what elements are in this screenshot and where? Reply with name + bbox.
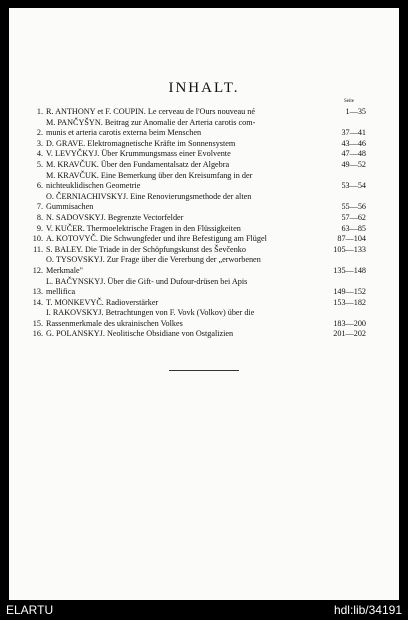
toc-entry-number: 14. [32,297,43,307]
toc-entry-title-line: Gummisachen [46,202,94,212]
toc-entry-title-line: R. ANTHONY et F. COUPIN. Le cerveau de l'Ours nouveau né [46,107,256,116]
toc-entry-number: 3. [36,138,43,148]
toc-entry-title-line: Rassenmerkmale des ukrainischen Volkes [46,318,183,328]
toc-entry [32,139,366,150]
toc-entry-number: 10. [32,234,43,244]
toc-entry-number: 5. [36,159,43,169]
toc-entry-pages: 105—133 [333,244,366,254]
toc-entry-title [46,192,328,213]
toc-entry-title-line: V. KUČER. Thermoelektrische Fragen in den Flüssigkeiten [46,223,241,233]
toc-entry-title-line: T. MONKEVYČ. Radioverstärker [46,297,159,307]
toc-entry [32,107,366,118]
toc-entry-title [46,160,328,171]
toc-entry-title-line: G. POLANSKYJ. Neolitische Obsidiane von Ostgalizien [46,329,234,339]
toc-entry-title-line: V. LEVYČKYJ. Über Krummungsmass einer Evolvente [46,149,231,159]
page-column-label: Seite [344,99,354,104]
toc-entry-pages: 57—62 [341,212,366,222]
toc-entry-title-line: D. GRAVE. Elektromagnetische Kräfte im Sonnensystem [46,138,236,148]
toc-entry-pages: 153—182 [333,297,366,307]
toc-entry-title [46,234,328,245]
toc-entry-title [46,118,328,139]
toc-entry-title-line: O. ČERNIACHIVSKYJ. Eine Renovierungsmethode der alten [46,191,252,201]
toc-entry-pages: 53—54 [341,181,366,191]
toc-entry-title-line: M. KRAVČUK. Über den Fundamentalsatz der Algebra [46,159,230,169]
toc-entry-title [46,171,328,192]
toc-entry [32,308,366,329]
toc-entry [32,298,366,309]
toc-entry-pages: 135—148 [333,265,366,275]
toc-entry-pages: 37—41 [341,128,366,138]
toc-entry-pages: 201—202 [333,329,366,339]
toc-entry [32,192,366,213]
toc-entry-title-line: O. TYSOVSKYJ. Zur Frage über die Vererbung der „erworbenen [46,255,261,265]
toc-entry-title-line: L. BAČYNSKYJ. Über die Gift- und Dufour-drüsen bei Apis [46,276,248,286]
toc-entry-number: 2. [36,128,43,138]
toc-entry-number: 4. [36,149,43,159]
toc-entry-number: 8. [36,212,43,222]
toc-entry-pages: 43—46 [341,138,366,148]
toc-entry-title-line: munis et arteria carotis externa beim Menschen [46,128,202,138]
toc-entry-title [46,298,328,309]
toc-entry-title [46,277,328,298]
toc-entry-number: 9. [36,223,43,233]
toc-entry-title [46,213,328,224]
toc-entry [32,245,366,256]
footer-bar [0,600,408,620]
toc-entry [32,118,366,139]
toc-entry-title-line: A. KOTOVYČ. Die Schwungfeder und ihre Befestigung am Flügel [46,234,267,244]
toc-entry-title-line: N. SADOVSKYJ. Begrenzte Vectorfelder [46,212,184,222]
toc-entry-number: 16. [32,329,43,339]
footer-source: ELARTU [6,603,54,617]
toc-entry [32,329,366,340]
toc-entry-title [46,107,328,118]
toc-entry-number: 15. [32,318,43,328]
toc-entry-title [46,245,328,256]
toc-entry [32,171,366,192]
toc-entry-number: 13. [32,287,43,297]
toc-entry-pages: 149—152 [333,287,366,297]
toc-entry-title-line: mellifica [46,287,76,297]
toc-entry-number: 7. [36,202,43,212]
toc-entry-title [46,329,328,340]
toc-entry-title [46,308,328,329]
toc-entry-title-line: Merkmale" [46,265,83,275]
document-page [9,8,399,600]
toc-entry-pages: 55—56 [341,202,366,212]
toc-entry-title [46,139,328,150]
toc-entry-number: 12. [32,265,43,275]
toc-entry-title-line: nichteuklidischen Geometrie [46,181,141,191]
toc-entry-title [46,255,328,276]
toc-entry-title-line: S. BALEY. Die Triade in der Schöpfungskunst des Ševčenko [46,244,246,254]
footer-handle: hdl:lib/34191 [333,603,402,617]
toc-entry [32,277,366,298]
toc-entry-pages: 63—85 [341,223,366,233]
toc-entry-pages: 1—35 [345,107,366,116]
toc-entry-number: 1. [36,107,43,116]
toc-entry-number: 6. [36,181,43,191]
toc-entry-pages: 47—48 [341,149,366,159]
toc-entry-pages: 49—52 [341,159,366,169]
toc-entry [32,224,366,235]
toc-entry-title [46,224,328,235]
toc-entry [32,255,366,276]
toc-entry [32,149,366,160]
toc-entry-pages: 183—200 [333,318,366,328]
toc-entry-title [46,149,328,160]
toc-entry-title-line: M. PANČYŠYN. Beitrag zur Anomalie der Arteria carotis com- [46,117,256,127]
toc-entry [32,213,366,224]
toc-entry-pages: 87—104 [337,234,366,244]
toc-entry-number: 11. [33,244,43,254]
table-of-contents [32,107,366,340]
toc-entry [32,160,366,171]
toc-entry [32,234,366,245]
divider [169,370,239,371]
toc-entry-title-line: M. KRAVČUK. Eine Bemerkung über den Kreisumfang in der [46,170,253,180]
toc-entry-title-line: I. RAKOVSKYJ. Betrachtungen von F. Vovk (Volkov) über die [46,308,255,318]
page-title: INHALT. [168,80,240,96]
